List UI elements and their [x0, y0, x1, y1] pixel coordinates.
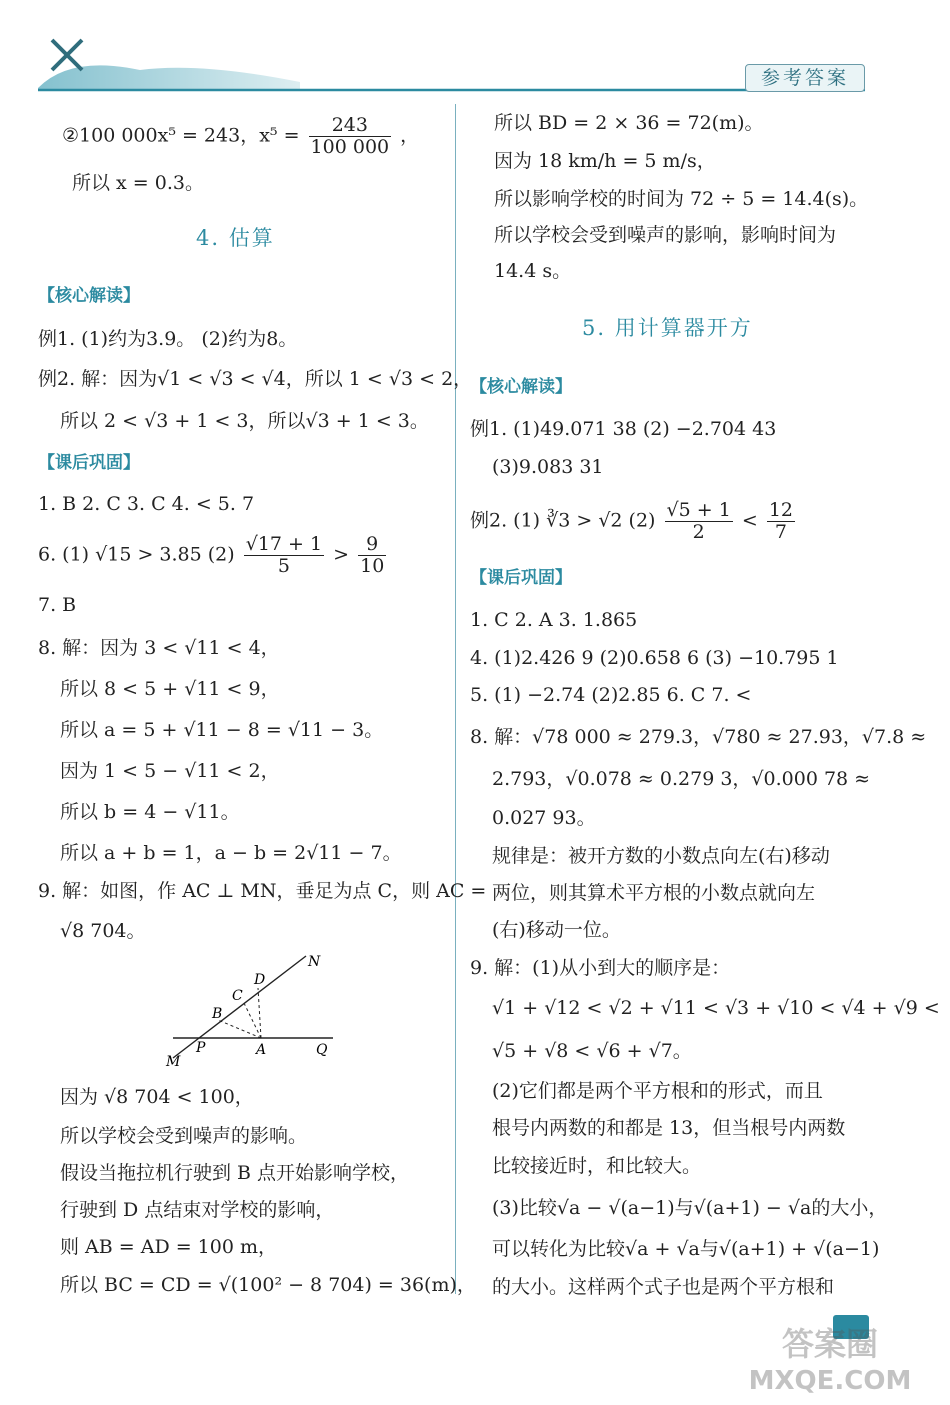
answer-7: 7. B [38, 594, 77, 616]
answer-9-line-7: (3)比较√a − √(a−1)与√(a+1) − √a的大小， [492, 1197, 888, 1219]
answer-9-line-1: 9. 解：(1)从小到大的顺序是： [470, 957, 731, 979]
answers-5-7: 5. (1) −2.74 (2)2.85 6. C 7. < [470, 684, 752, 706]
answer-9-line-4: 所以学校会受到噪声的影响。 [60, 1125, 308, 1147]
fraction [244, 534, 324, 577]
watermark-text: 答案圈 [781, 1325, 879, 1363]
answer-9-line-5: 根号内两数的和都是 13，但当根号内两数 [492, 1117, 846, 1139]
numerator: 9 [358, 534, 386, 556]
answer-8-line-6: (右)移动一位。 [492, 919, 621, 941]
label-C: C [232, 988, 243, 1004]
answer-9-line-7: 则 AB = AD = 100 m， [60, 1236, 277, 1258]
denominator: 2 [692, 520, 705, 543]
answer-9-line-3: 因为 √8 704 < 100， [60, 1086, 254, 1108]
line-text: 所以 x = 0.3。 [72, 172, 204, 194]
comparison-sign: > [333, 543, 350, 566]
column-divider [455, 104, 456, 1294]
geometry-figure [158, 948, 358, 1070]
example-2: 例2. 解：因为√1 < √3 < √4，所以 1 < √3 < 2， [38, 368, 473, 390]
answer-6-text: 6. (1) √15 > 3.85 (2) [38, 543, 235, 566]
answers-1-5: 1. B 2. C 3. C 4. < 5. 7 [38, 493, 255, 515]
line-text: 所以 BD = 2 × 36 = 72(m)。 [494, 112, 764, 134]
denominator: 10 [360, 554, 385, 577]
answer-8-line-6: 所以 a + b = 1，a − b = 2√11 − 7。 [60, 842, 402, 864]
denominator: 5 [277, 554, 290, 577]
answer-8-line-3: 0.027 93。 [492, 807, 596, 829]
tag-after-class: 【课后巩固】 [38, 453, 140, 473]
answer-9-line-5: 假设当拖拉机行驶到 B 点开始影响学校， [60, 1162, 410, 1184]
fraction [358, 534, 386, 577]
label-M: M [166, 1054, 181, 1070]
denominator: 100 000 [310, 135, 390, 158]
tag-after-class: 【课后巩固】 [470, 568, 572, 588]
example-1: 例1. (1)49.071 38 (2) −2.704 43 [470, 418, 777, 440]
line-text: 所以学校会受到噪声的影响，影响时间为 [494, 224, 837, 246]
answer-8-line-5: 两位，则其算术平方根的小数点就向左 [492, 882, 816, 904]
example-2-cont: 所以 2 < √3 + 1 < 3，所以√3 + 1 < 3。 [60, 410, 429, 432]
label-P: P [196, 1040, 206, 1056]
equation-text: ②100 000x⁵ = 243，x⁵ = [62, 124, 300, 147]
answer-9-line-9: 的大小。这样两个式子也是两个平方根和 [492, 1276, 835, 1298]
answers-1-3: 1. C 2. A 3. 1.865 [470, 609, 638, 631]
fraction [767, 500, 795, 543]
label-A: A [256, 1042, 267, 1058]
answer-9-line-6: 比较接近时，和比较大。 [492, 1155, 702, 1177]
example-1: 例1. (1)约为3.9。 (2)约为8。 [38, 328, 298, 350]
watermark-logo [720, 1317, 940, 1397]
numerator: √5 + 1 [666, 499, 731, 521]
comparison-sign: < [741, 509, 758, 532]
numerator: 12 [768, 499, 794, 521]
answer-8-line-5: 所以 b = 4 − √11。 [60, 801, 240, 823]
example-2 [470, 500, 798, 543]
answer-9-line-4: (2)它们都是两个平方根和的形式，而且 [492, 1080, 823, 1102]
answer-9-line-2: √1 + √12 < √2 + √11 < √3 + √10 < √4 + √9 < [492, 997, 940, 1019]
answer-8-line-2: 2.793，√0.078 ≈ 0.279 3，√0.000 78 ≈ [492, 768, 871, 790]
answer-9-line-1: 9. 解：如图，作 AC ⊥ MN，垂足为点 C，则 AC = [38, 880, 487, 902]
section-title: 5. 用计算器开方 [582, 316, 753, 340]
answer-9-line-3: √5 + √8 < √6 + √7。 [492, 1040, 692, 1062]
label-N: N [308, 954, 321, 970]
line-text: 14.4 s。 [494, 260, 572, 282]
fraction [665, 500, 733, 543]
section-label: 参考答案 [745, 64, 865, 92]
tag-core-reading: 【核心解读】 [470, 377, 572, 397]
numerator: 243 [309, 115, 392, 137]
label-B: B [212, 1006, 223, 1022]
line-text: 所以影响学校的时间为 72 ÷ 5 = 14.4(s)。 [494, 188, 869, 210]
answer-9-line-2: √8 704。 [60, 920, 146, 942]
answer-9-line-6: 行驶到 D 点结束对学校的影响， [60, 1199, 335, 1221]
answer-8-line-4: 因为 1 < 5 − √11 < 2， [60, 760, 280, 782]
example-1-cont: (3)9.083 31 [492, 456, 604, 478]
answer-8-line-1: 8. 解：因为 3 < √11 < 4， [38, 637, 280, 659]
answer-6 [38, 534, 389, 577]
tag-core-reading: 【核心解读】 [38, 286, 140, 306]
example-2-text: 例2. (1) ∛3 > √2 (2) [470, 509, 656, 532]
page-header [0, 0, 950, 100]
answer-9-line-8: 所以 BC = CD = √(100² − 8 704) = 36(m)， [60, 1274, 476, 1296]
watermark-url: MXQE.COM [748, 1366, 912, 1396]
line-equation [62, 115, 419, 158]
answer-8-line-1: 8. 解：√78 000 ≈ 279.3，√780 ≈ 27.93，√7.8 ≈ [470, 726, 927, 748]
numerator: √17 + 1 [245, 533, 323, 555]
fraction [309, 115, 392, 158]
label-Q: Q [316, 1042, 328, 1058]
answer-8-line-3: 所以 a = 5 + √11 − 8 = √11 − 3。 [60, 719, 384, 741]
answer-8-line-4: 规律是：被开方数的小数点向左(右)移动 [492, 845, 830, 867]
section-title: 4. 估算 [196, 226, 275, 250]
answer-9-line-8: 可以转化为比较√a + √a与√(a+1) + √(a−1) [492, 1238, 880, 1260]
denominator: 7 [774, 520, 787, 543]
answer-8-line-2: 所以 8 < 5 + √11 < 9， [60, 678, 280, 700]
answer-4: 4. (1)2.426 9 (2)0.658 6 (3) −10.795 1 [470, 647, 839, 669]
label-D: D [254, 972, 266, 988]
punctuation: ， [400, 124, 420, 147]
line-text: 因为 18 km/h = 5 m/s， [494, 150, 716, 172]
